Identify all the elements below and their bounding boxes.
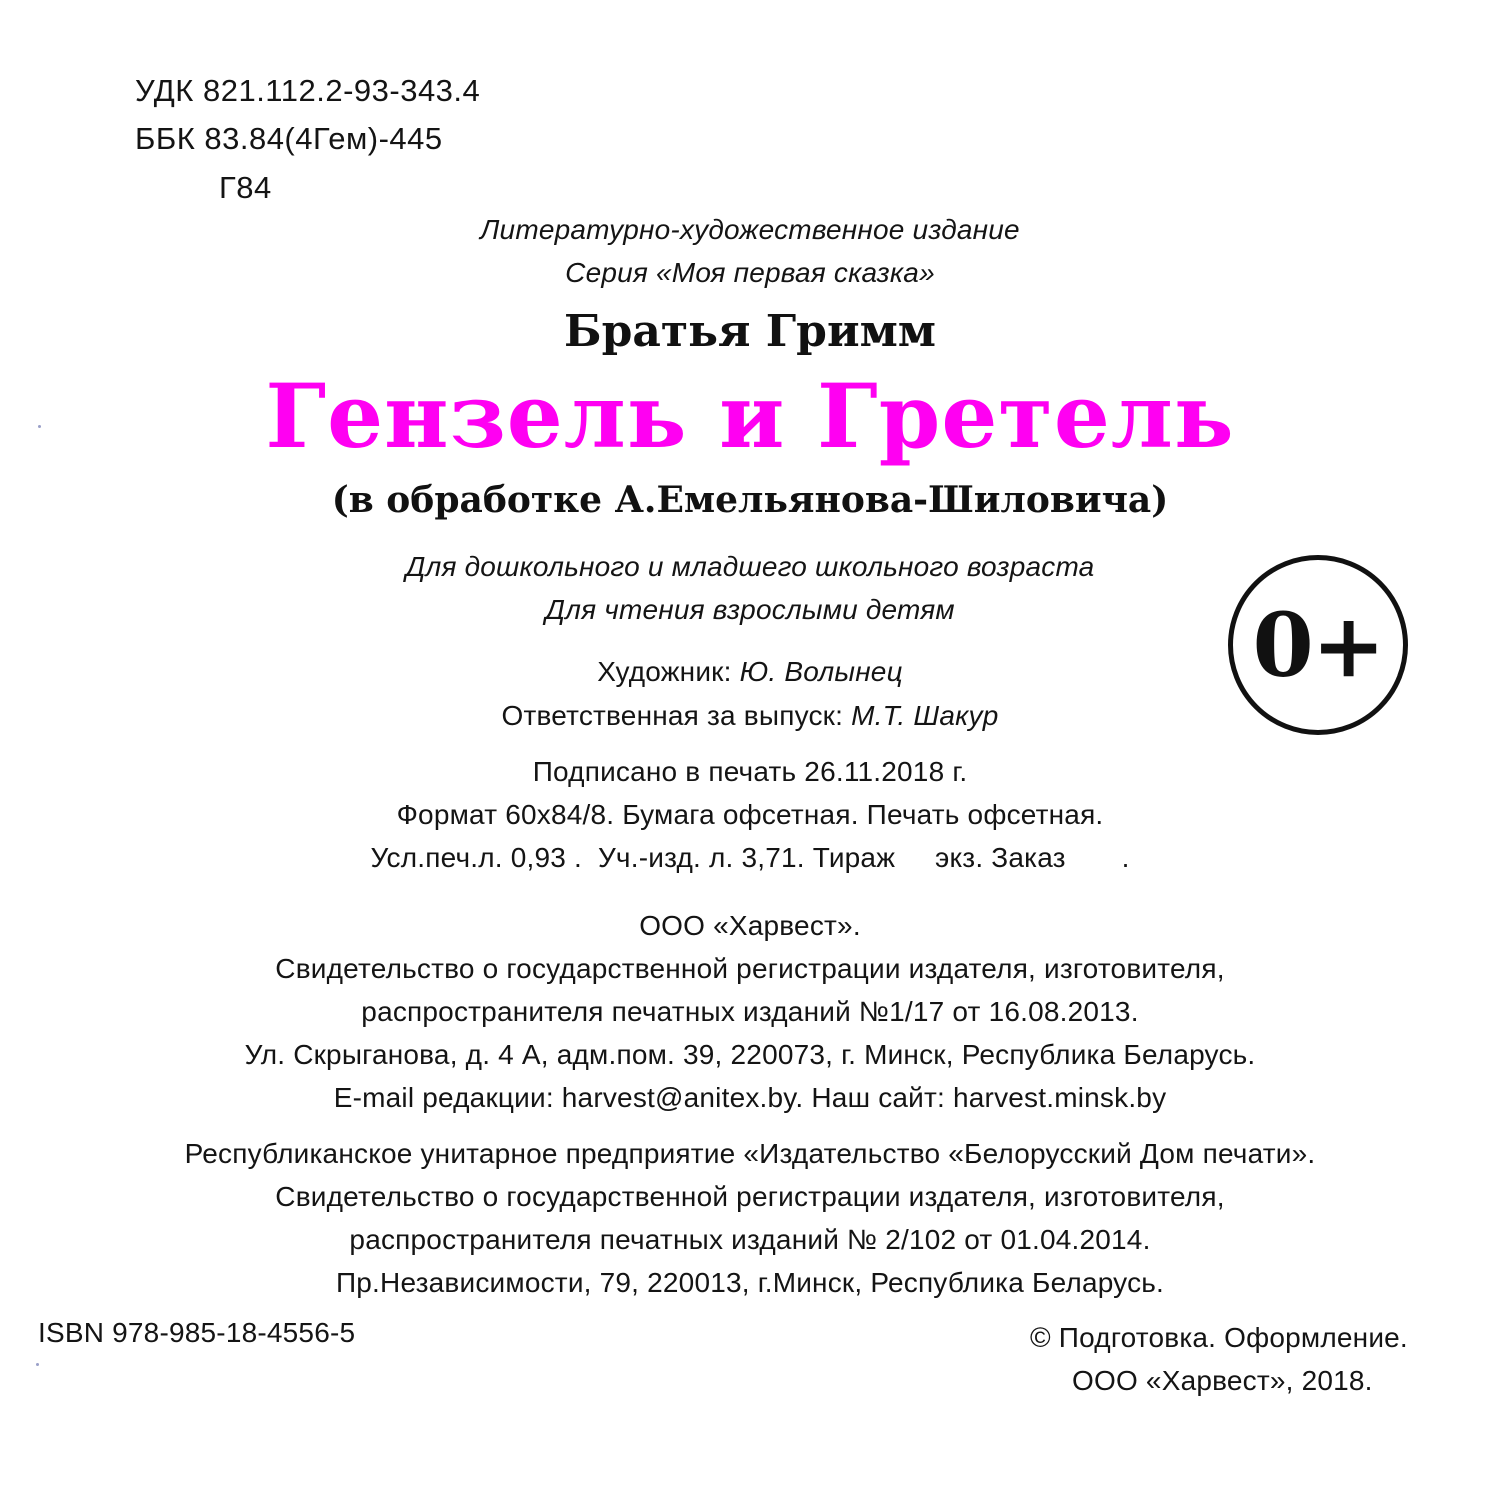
isbn: ISBN 978-985-18-4556-5 bbox=[38, 1317, 356, 1348]
responsible-label: Ответственная за выпуск: bbox=[501, 700, 844, 731]
udk-code: УДК 821.112.2-93-343.4 bbox=[135, 73, 481, 108]
series-name: Серия «Моя первая сказка» bbox=[565, 257, 935, 288]
printer-cert-line-1: Свидетельство о государственной регистрации издателя, изготовителя, bbox=[275, 1181, 1225, 1212]
publisher-cert-line-2: распространителя печатных изданий №1/17 от 16.08.2013. bbox=[361, 996, 1139, 1027]
scan-speck bbox=[38, 425, 41, 428]
publisher-cert-line-1: Свидетельство о государственной регистрации издателя, изготовителя, bbox=[275, 953, 1225, 984]
book-title: Гензель и Гретель bbox=[265, 364, 1235, 468]
signed-date: Подписано в печать 26.11.2018 г. bbox=[532, 756, 968, 787]
publisher-contacts: E-mail редакции: harvest@anitex.by. Наш сайт: harvest.minsk.by bbox=[333, 1082, 1167, 1113]
artist-credit bbox=[0, 658, 1500, 686]
scan-speck bbox=[36, 1363, 39, 1366]
printer-address: Пр.Независимости, 79, 220013, г.Минск, Республика Беларусь. bbox=[335, 1267, 1165, 1298]
publisher-name: ООО «Харвест». bbox=[639, 910, 861, 941]
artist-label: Художник: bbox=[597, 656, 732, 687]
printer-cert-line-2: распространителя печатных изданий № 2/102 от 01.04.2014. bbox=[349, 1224, 1151, 1255]
printer-name: Республиканское унитарное предприятие «Издательство «Белорусский Дом печати». bbox=[184, 1138, 1316, 1169]
age-rating-text: 0+ bbox=[1252, 593, 1384, 697]
audience-age: Для дошкольного и младшего школьного возраста bbox=[405, 551, 1095, 582]
audience-reading: Для чтения взрослыми детям bbox=[545, 594, 955, 625]
artist-name: Ю. Волынец bbox=[739, 656, 903, 687]
print-format: Формат 60х84/8. Бумага офсетная. Печать офсетная. bbox=[396, 799, 1104, 830]
bbk-code: ББК 83.84(4Гем)-445 bbox=[135, 121, 443, 156]
book-author: Братья Гримм bbox=[563, 306, 937, 357]
copyright-line-1: © Подготовка. Оформление. bbox=[1030, 1322, 1408, 1353]
print-sheets: Усл.печ.л. 0,93 . Уч.-изд. л. 3,71. Тираж экз. Заказ . bbox=[370, 842, 1130, 873]
copyright-line-2: ООО «Харвест», 2018. bbox=[1072, 1365, 1373, 1396]
responsible-credit bbox=[0, 702, 1500, 730]
edition-type: Литературно-художественное издание bbox=[480, 214, 1020, 245]
author-mark: Г84 bbox=[219, 170, 272, 205]
responsible-name: М.Т. Шакур bbox=[851, 700, 999, 731]
book-adaptation: (в обработке А.Емельянова-Шиловича) bbox=[331, 479, 1169, 521]
publisher-address: Ул. Скрыганова, д. 4 А, адм.пом. 39, 220073, г. Минск, Республика Беларусь. bbox=[244, 1039, 1256, 1070]
